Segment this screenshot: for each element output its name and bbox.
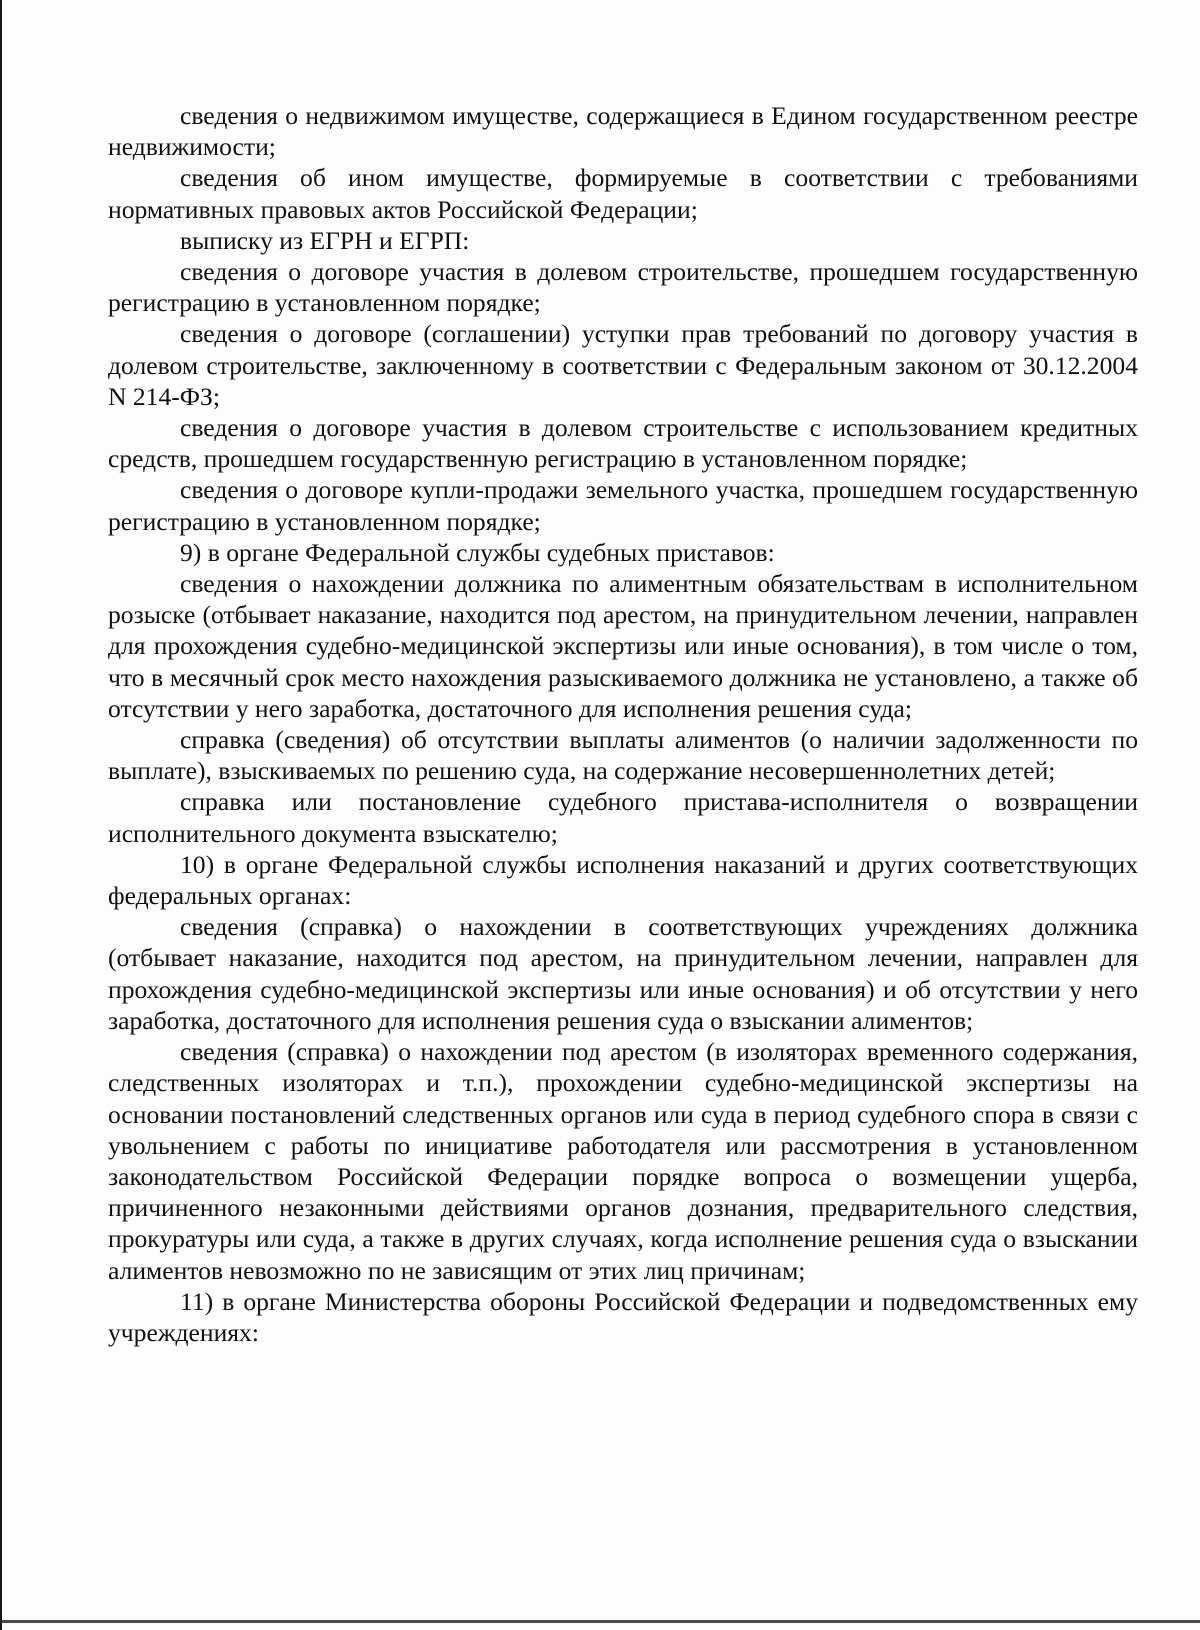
- scan-edge-left: [0, 0, 2, 1630]
- paragraph-real-estate-egrn: сведения о недвижимом имуществе, содержащиеся в Едином государственном реестре недвижимости;: [108, 101, 1138, 162]
- paragraph-alimony-nonpayment: справка (сведения) об отсутствии выплаты алиментов (о наличии задолженности по выплате), взыскиваемых по решению суда, на содержание несовершеннолетних детей;: [108, 725, 1138, 786]
- paragraph-assignment-contract: сведения о договоре (соглашении) уступки прав требований по договору участия в долевом строительстве, заключенному в соответствии с Федеральным законом от 30.12.2004 N 214-ФЗ;: [108, 319, 1138, 411]
- document-body: [108, 100, 1138, 1348]
- section-10-heading: 10) в органе Федеральной службы исполнения наказаний и других соответствующих федеральных органах:: [108, 849, 1138, 911]
- paragraph-debtor-search: сведения о нахождении должника по алиментным обязательствам в исполнительном розыске (отбывает наказание, находится под арестом, на принудительном лечении, направлен для прохождения судебно-медицинской экспертизы или иные основания), в том числе о том, что в месячный срок место нахождения разыскиваемого должника не установлено, а также об отсутствии у него заработка, достаточного для исполнения решения суда;: [108, 569, 1138, 723]
- paragraph-land-sale-contract: сведения о договоре купли-продажи земельного участка, прошедшем государственную регистрацию в установленном порядке;: [108, 475, 1138, 536]
- scan-edge-bottom: [0, 1620, 1200, 1623]
- paragraph-other-property: сведения об ином имуществе, формируемые в соответствии с требованиями нормативных правовых актов Российской Федерации;: [108, 163, 1138, 224]
- paragraph-equity-credit-contract: сведения о договоре участия в долевом строительстве с использованием кредитных средств, прошедшем государственную регистрацию в установленном порядке;: [108, 413, 1138, 474]
- paragraph-egrn-extract: выписку из ЕГРН и ЕГРП:: [180, 225, 470, 255]
- section-11-heading: 11) в органе Министерства обороны Российской Федерации и подведомственных ему учреждениях:: [108, 1286, 1138, 1347]
- paragraph-arrest-details: сведения (справка) о нахождении под арестом (в изоляторах временного содержания, следственных изоляторах и т.п.), прохождении судебно-медицинской экспертизы на основании постановлений следственных органов или суда в период судебного спора в связи с увольнением с работы по инициативе работодателя или рассмотрения в установленном законодательством Российской Федерации порядке вопроса о возмещении ущерба, причиненного незаконными действиями органов дознания, предварительного следствия, прокуратуры или суда, а также в других случаях, когда исполнение решения суда о взыскании алиментов невозможно по не зависящим от этих лиц причинам;: [108, 1037, 1138, 1285]
- paragraph-bailiff-return: справка или постановление судебного пристава-исполнителя о возвращении исполнительного документа взыскателю;: [108, 787, 1138, 848]
- paragraph-institution-stay: сведения (справка) о нахождении в соответствующих учреждениях должника (отбывает наказание, находится под арестом, на принудительном лечении, направлен для прохождения судебно-медицинской экспертизы или иные основания) и об отсутствии у него заработка, достаточного для исполнения решения суда о взыскании алиментов;: [108, 912, 1138, 1035]
- paragraph-equity-contract: сведения о договоре участия в долевом строительстве, прошедшем государственную регистрацию в установленном порядке;: [108, 257, 1138, 318]
- section-9-heading: 9) в органе Федеральной службы судебных приставов:: [180, 537, 775, 567]
